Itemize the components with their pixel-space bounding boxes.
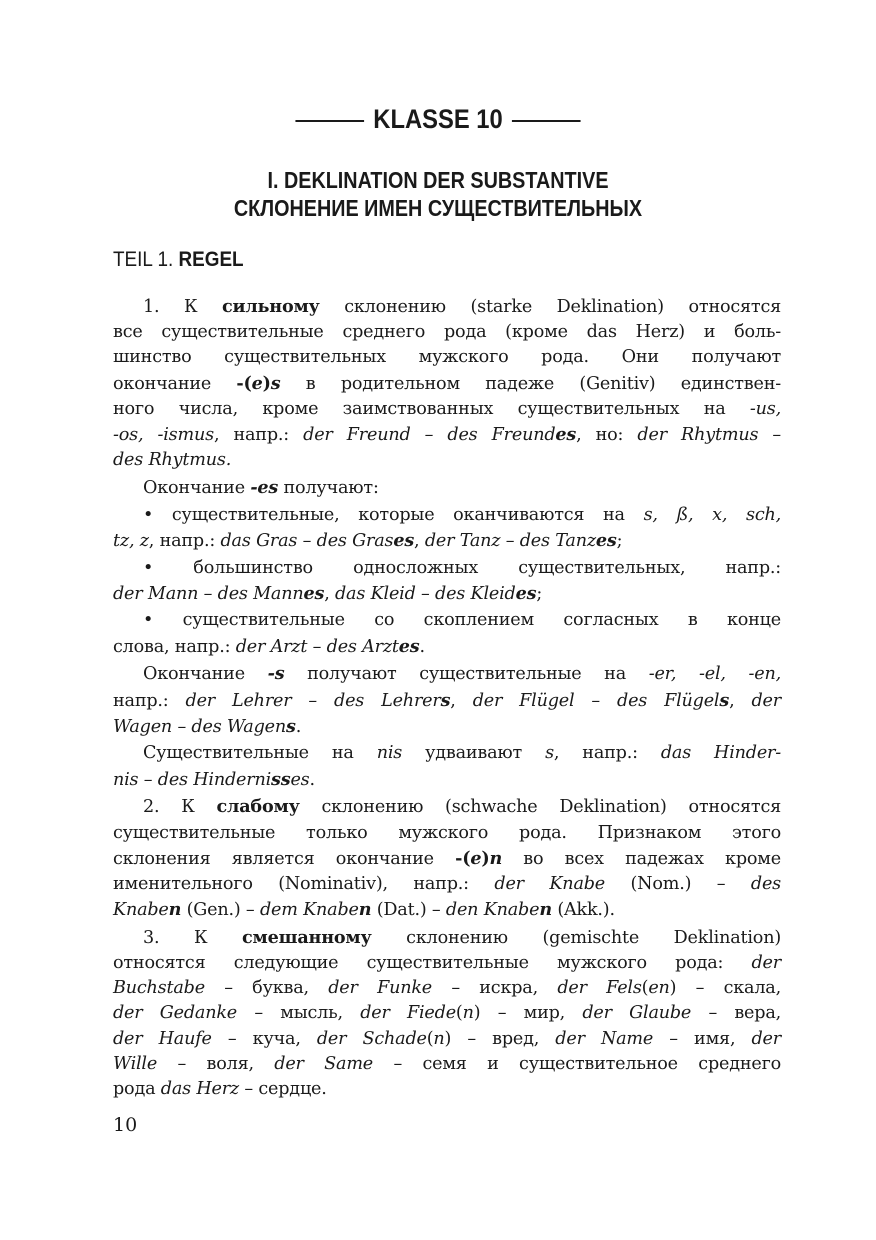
text-line [113, 1052, 781, 1077]
text-run: der Haufe [113, 1028, 212, 1049]
text-run: -os, -ismus [113, 425, 214, 446]
paragraph [113, 503, 781, 554]
text-line [113, 556, 781, 581]
text-run: , но: [576, 425, 638, 446]
text-run: (Nom.) – [605, 873, 751, 894]
text-run: , [414, 530, 425, 551]
text-run: e [470, 847, 482, 869]
text-line [113, 608, 781, 633]
text-line [113, 397, 781, 422]
text-run: es [393, 529, 415, 551]
text-run: (Akk.). [551, 900, 615, 921]
part-name: REGEL [178, 248, 244, 271]
text-run: -es [250, 476, 279, 498]
text-run: n [462, 1003, 474, 1024]
text-line [113, 897, 781, 923]
text-run: der Freund – des Freund [303, 425, 556, 446]
paragraph [113, 794, 781, 923]
text-run: Wagen – des Wagen [113, 716, 286, 737]
text-run: удваивают [402, 743, 546, 764]
text-line [113, 794, 781, 820]
text-run: в родительном падеже (Genitiv) единствен- [280, 373, 781, 394]
text-run: -s [267, 663, 285, 685]
text-run: рода [113, 1079, 161, 1100]
text-line [113, 976, 781, 1001]
text-run: ( [426, 1028, 434, 1049]
text-line [113, 951, 781, 976]
text-run: все существительные среднего рода (кроме das Herz) и боль- [113, 322, 781, 343]
text-run: ( [641, 978, 649, 999]
text-line [113, 320, 781, 345]
text-run: der Knabe [494, 873, 606, 894]
text-run: der [751, 690, 781, 711]
text-run: n [168, 899, 182, 921]
text-run: 1. К [143, 297, 222, 317]
text-run: es [555, 424, 577, 446]
text-run: напр.: [113, 690, 186, 711]
text-line [113, 1027, 781, 1052]
text-run: , напр.: [213, 425, 304, 446]
paragraph [113, 925, 781, 1102]
text-line [113, 371, 781, 397]
text-run: das Gras – des Gras [220, 530, 394, 551]
text-run: Wille [113, 1053, 158, 1074]
text-line [113, 581, 781, 607]
text-run: s [270, 372, 281, 394]
text-run: • большинство односложных существительных, напр.: [143, 557, 781, 578]
text-run: окончание [113, 373, 237, 394]
text-run: . [309, 769, 315, 790]
text-run: – искра, [432, 978, 558, 999]
text-run: der Funke [328, 978, 433, 999]
text-run: der Same [274, 1053, 374, 1074]
text-line [113, 846, 781, 872]
text-run: es [398, 635, 420, 657]
text-run: der Arzt – des Arzt [235, 636, 399, 657]
paragraph [113, 475, 781, 501]
text-run: , [729, 690, 752, 711]
section-title-ru: СКЛОНЕНИЕ ИМЕН СУЩЕСТВИТЕЛЬНЫХ [233, 195, 643, 221]
text-run: , напр.: [553, 743, 661, 764]
heading-rule-left [296, 120, 365, 122]
text-run: der Fiede [360, 1003, 456, 1024]
text-run: des Rhytmus. [113, 450, 232, 471]
text-run: , напр.: [148, 530, 221, 551]
text-run: склонения является окончание [113, 848, 456, 869]
text-run: Окончание [143, 477, 251, 498]
text-run: – воля, [157, 1053, 275, 1074]
text-run: ss [271, 768, 291, 790]
text-run: s [285, 715, 296, 737]
text-run: , [324, 583, 335, 604]
text-run: во всех падежах кроме [502, 848, 781, 869]
text-run: склонению (schwache Deklination) относятся [299, 797, 781, 818]
text-run: der Fels [557, 978, 642, 999]
text-run: , [450, 690, 473, 711]
text-line [113, 1077, 781, 1102]
text-run: склонению (gemischte Deklination) [371, 927, 781, 948]
text-run: – куча, [211, 1028, 317, 1049]
text-run: der Lehrer – des Lehrer [185, 690, 441, 711]
text-run: ) – мир, [473, 1003, 583, 1024]
chapter-heading [53, 104, 824, 135]
paragraph [113, 608, 781, 659]
text-run: der Name [555, 1028, 654, 1049]
text-run: es [595, 529, 617, 551]
text-run: ; [536, 583, 543, 604]
text-line [113, 925, 781, 951]
part-label: TEIL 1. [113, 248, 174, 271]
text-run: n [358, 899, 372, 921]
text-run: -( [455, 847, 471, 869]
paragraph [113, 556, 781, 607]
text-line [113, 821, 781, 846]
text-run: существительные только мужского рода. Признаком этого [113, 822, 781, 843]
page-number: 10 [113, 1114, 138, 1136]
text-run: . [419, 636, 425, 657]
text-run: шинство существительных мужского рода. Они получают [113, 347, 781, 368]
text-run: Существительные на [143, 743, 377, 764]
text-run: s, ß, x, sch, [643, 504, 781, 525]
paragraph [113, 294, 781, 473]
text-run: ( [455, 1003, 463, 1024]
text-run: • существительные со скоплением согласных в конце [143, 610, 781, 631]
section-title-de: I. DEKLINATION DER SUBSTANTIVE [267, 167, 609, 193]
text-line [113, 741, 781, 766]
text-run: es [515, 582, 537, 604]
text-run: des [750, 873, 781, 894]
text-line [113, 1001, 781, 1026]
text-run: именительного (Nominativ), напр.: [113, 873, 495, 894]
part-heading [113, 248, 244, 272]
text-run: Окончание [143, 664, 268, 685]
text-line [113, 661, 781, 687]
text-run: der [751, 1028, 781, 1049]
text-run: смешанному [242, 926, 372, 948]
text-run: (Gen.) – [181, 900, 260, 921]
text-line [113, 503, 781, 528]
text-line [113, 294, 781, 320]
text-run: Buchstabe [113, 978, 205, 999]
text-run: e [251, 372, 263, 394]
text-run: слабому [216, 796, 300, 818]
heading-rule-right [512, 120, 581, 122]
text-line [113, 528, 781, 554]
text-run: n [489, 847, 503, 869]
text-run: den Knabe [445, 900, 540, 921]
text-run: n [539, 899, 552, 921]
text-run: получают существительные на [284, 664, 649, 685]
text-run: das Herz [160, 1079, 239, 1100]
text-line [113, 345, 781, 370]
text-run: ) – скала, [669, 978, 781, 999]
text-run: слова, напр.: [113, 636, 236, 657]
text-line [113, 714, 781, 740]
text-line [113, 448, 781, 473]
text-run: tz, z [113, 530, 149, 551]
text-run: nis – des Hinderni [113, 769, 272, 790]
text-run: – буква, [204, 978, 329, 999]
text-run: der Mann – des Mann [113, 583, 304, 604]
text-run: der Flügel – des Flügel [472, 690, 720, 711]
text-run: получают: [278, 477, 379, 498]
text-run: . [295, 716, 302, 737]
text-line [113, 422, 781, 448]
text-run: s [719, 689, 730, 711]
text-run: – сердце. [239, 1079, 327, 1100]
text-line [113, 688, 781, 714]
text-run: – мысль, [237, 1003, 361, 1024]
text-run: s [440, 689, 451, 711]
text-run: Knabe [113, 900, 169, 921]
text-line [113, 634, 781, 660]
text-run: -( [236, 372, 252, 394]
body-text [113, 294, 781, 1104]
text-line [113, 475, 781, 501]
paragraph [113, 741, 781, 792]
text-run: n [433, 1028, 445, 1049]
text-run: der [751, 953, 781, 974]
text-run: das Kleid – des Kleid [335, 583, 516, 604]
text-run: das Hinder- [660, 743, 781, 764]
text-run: en [648, 978, 670, 999]
text-run: -us, [749, 398, 781, 419]
text-line [113, 872, 781, 897]
text-run: (Dat.) – [371, 900, 446, 921]
text-run: ; [616, 530, 623, 551]
text-run: 3. К [143, 927, 243, 948]
text-run: der Gedanke [113, 1003, 238, 1024]
text-run: nis [376, 743, 403, 764]
text-run: склонению (starke Deklination) относятся [319, 297, 781, 317]
text-run: ного числа, кроме заимствованных существительных на [113, 398, 750, 419]
text-run: ) – вред, [444, 1028, 556, 1049]
text-run: es [290, 769, 310, 790]
text-run: – семя и существительное среднего [373, 1053, 782, 1074]
text-run: – имя, [653, 1028, 752, 1049]
paragraph [113, 661, 781, 740]
text-run: – вера, [691, 1003, 781, 1024]
text-run: der Schade [316, 1028, 427, 1049]
chapter-title: KLASSE 10 [373, 104, 503, 134]
text-run: der Glaube [582, 1003, 692, 1024]
text-run: dem Knabe [259, 900, 359, 921]
text-run: относятся следующие существительные мужского рода: [113, 953, 752, 974]
text-run: -er, -el, -en, [648, 664, 781, 685]
text-run: ) [262, 372, 271, 394]
text-run: der Rhytmus – [637, 425, 782, 446]
text-line [113, 767, 781, 793]
text-run: es [303, 582, 325, 604]
text-run: 2. К [143, 797, 217, 818]
section-title [61, 166, 814, 222]
text-run: сильному [221, 296, 320, 317]
text-run: ) [481, 847, 490, 869]
text-run: der Tanz – des Tanz [424, 530, 596, 551]
text-run: • существительные, которые оканчиваются на [143, 504, 644, 525]
text-run: s [545, 743, 554, 764]
